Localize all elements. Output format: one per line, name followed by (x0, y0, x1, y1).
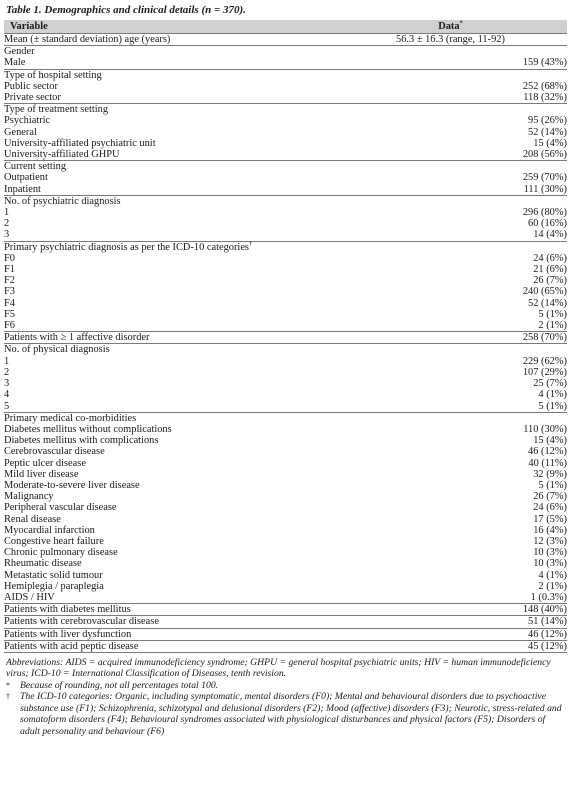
row-label: Cerebrovascular disease (4, 446, 105, 458)
table-subrow (4, 502, 567, 513)
table-subrow (4, 558, 567, 569)
row-label: Metastatic solid tumour (4, 569, 103, 581)
row-label: F6 (4, 320, 15, 332)
row-label: 1 (4, 355, 10, 367)
row-label: F5 (4, 308, 15, 320)
row-value: 10 (3%) (533, 547, 567, 559)
row-value: 45 (12%) (334, 640, 567, 652)
row-value: 52 (14%) (528, 297, 567, 309)
row-value: 2 (1%) (538, 580, 567, 592)
table-subrow (4, 229, 567, 241)
row-label: Patients with diabetes mellitus (4, 604, 334, 616)
row-value: 4 (1%) (538, 389, 567, 401)
row-label: Type of hospital setting (4, 69, 334, 81)
row-value: 21 (6%) (533, 264, 567, 276)
row-label: 5 (4, 400, 10, 412)
table-row (4, 34, 567, 46)
table-row (4, 332, 567, 344)
row-label: Inpatient (4, 183, 41, 195)
row-value (334, 344, 567, 356)
row-label: Current setting (4, 161, 334, 173)
table-row (4, 604, 567, 616)
row-label: Outpatient (4, 172, 48, 184)
row-label: Patients with acid peptic disease (4, 640, 334, 652)
table-row (4, 161, 567, 173)
row-value (334, 46, 567, 58)
table-subrow (4, 570, 567, 581)
row-label: Male (4, 57, 26, 69)
row-label: 4 (4, 389, 10, 401)
row-value: 107 (29%) (522, 366, 567, 378)
row-label: Moderate-to-severe liver disease (4, 479, 140, 491)
table-header-row (4, 20, 567, 34)
row-label: No. of psychiatric diagnosis (4, 195, 334, 207)
row-value: 52 (14%) (528, 126, 567, 138)
row-label: F3 (4, 286, 15, 298)
row-value (334, 104, 567, 116)
row-value: 5 (1%) (538, 479, 567, 491)
footnote-icd10: † The ICD-10 categories: Organic, including symptomatic, mental disorders (F0); Mental and behavioural disorders due to psychoactive substance use (F1); Schizophrenia, schizotypal and delusional disorders (F2); Mood (affective) disorders (F3); Neurotic, stress-related and somatoform disorders (F4); Behavioural syndromes associated with physiological disturbances and physical factors (F5); Disorders of adult personality and behaviour (F6) (6, 691, 562, 737)
row-label: University-affiliated GHPU (4, 149, 120, 161)
row-value: 159 (43%) (522, 57, 567, 69)
table-subrow (4, 218, 567, 229)
table-row (4, 241, 567, 253)
table-subrow (4, 356, 567, 367)
table-subrow (4, 581, 567, 592)
table-subrow (4, 275, 567, 286)
row-label: Myocardial infarction (4, 524, 95, 536)
row-value: 56.3 ± 16.3 (range, 11-92) (334, 34, 567, 46)
row-label: Malignancy (4, 491, 54, 503)
table-subrow (4, 446, 567, 457)
row-label: Rheumatic disease (4, 558, 82, 570)
table-subrow (4, 172, 567, 183)
row-label: 2 (4, 218, 10, 230)
table-row (4, 69, 567, 81)
row-value (334, 161, 567, 173)
row-label: 3 (4, 229, 10, 241)
row-label: 1 (4, 207, 10, 219)
row-value: 5 (1%) (538, 308, 567, 320)
row-value: 118 (32%) (523, 92, 567, 104)
row-value: 60 (16%) (528, 218, 567, 230)
header-variable: Variable (4, 20, 334, 34)
row-value: 15 (4%) (533, 435, 567, 447)
row-value: 24 (6%) (533, 252, 567, 264)
row-label: Mean (± standard deviation) age (years) (4, 34, 334, 46)
table-subrow (4, 207, 567, 218)
table-row (4, 104, 567, 116)
row-value: 208 (56%) (522, 149, 567, 161)
row-value: 40 (11%) (528, 457, 567, 469)
row-label: Psychiatric (4, 115, 51, 127)
table-subrow (4, 264, 567, 275)
row-label: Mild liver disease (4, 468, 79, 480)
row-value: 51 (14%) (334, 616, 567, 628)
table-subrow (4, 127, 567, 138)
row-value: 26 (7%) (533, 491, 567, 503)
row-label: F1 (4, 264, 15, 276)
row-label: Hemiplegia / paraplegia (4, 580, 104, 592)
row-label: Private sector (4, 92, 61, 104)
table-row (4, 344, 567, 356)
row-label: 3 (4, 378, 10, 390)
table-row (4, 640, 567, 652)
row-label: Gender (4, 46, 334, 58)
table-subrow (4, 115, 567, 126)
row-label: Peripheral vascular disease (4, 502, 117, 514)
row-value: 26 (7%) (533, 275, 567, 287)
table-subrow (4, 424, 567, 435)
table-subrow (4, 491, 567, 502)
demographics-table (4, 20, 567, 653)
footnote-mark: † (6, 692, 10, 702)
footnote-mark: † (248, 240, 253, 248)
row-value: 16 (4%) (533, 524, 567, 536)
row-label: Patients with cerebrovascular disease (4, 616, 334, 628)
table-subrow (4, 547, 567, 558)
row-value: 12 (3%) (533, 535, 567, 547)
row-value: 4 (1%) (538, 569, 567, 581)
row-value: 24 (6%) (533, 502, 567, 514)
row-label: F2 (4, 275, 15, 287)
row-label: Patients with ≥ 1 affective disorder (4, 332, 334, 344)
row-value: 14 (4%) (533, 229, 567, 241)
table-subrow (4, 389, 567, 400)
table-subrow (4, 469, 567, 480)
row-label: Public sector (4, 80, 58, 92)
footnote-rounding: * Because of rounding, not all percentages total 100. (6, 679, 219, 691)
table-subrow (4, 309, 567, 320)
row-value: 148 (40%) (334, 604, 567, 616)
abbreviations-note: Abbreviations: AIDS = acquired immunodeficiency syndrome; GHPU = general hospital psychiatric units; HIV = human immunodeficiency virus; ICD-10 = International Classification of Diseases, tenth revision. (6, 656, 551, 680)
row-value: 240 (65%) (522, 286, 567, 298)
table-footnotes (4, 653, 568, 738)
table-subrow (4, 458, 567, 469)
row-value: 46 (12%) (528, 446, 567, 458)
row-value: 229 (62%) (522, 355, 567, 367)
row-value: 15 (4%) (533, 137, 567, 149)
table-subrow (4, 92, 567, 104)
table-subrow (4, 367, 567, 378)
row-label: F0 (4, 252, 15, 264)
row-label: Primary psychiatric diagnosis as per the ICD-10 categories† (4, 241, 334, 253)
row-label: University-affiliated psychiatric unit (4, 137, 156, 149)
row-value (334, 412, 567, 424)
footnote-mark: * (6, 680, 10, 690)
row-value: 32 (9%) (533, 468, 567, 480)
row-value (334, 195, 567, 207)
row-value: 258 (70%) (334, 332, 567, 344)
row-label: General (4, 126, 37, 138)
table-subrow (4, 286, 567, 297)
row-value: 17 (5%) (533, 513, 567, 525)
table-subrow (4, 401, 567, 413)
row-label: Congestive heart failure (4, 535, 104, 547)
row-label: Patients with liver dysfunction (4, 628, 334, 640)
row-value: 259 (70%) (522, 172, 567, 184)
table-title: Table 1. Demographics and clinical details (n = 370). (6, 4, 246, 16)
table-row (4, 628, 567, 640)
table-subrow (4, 536, 567, 547)
row-label: F4 (4, 297, 15, 309)
table-subrow (4, 253, 567, 264)
row-label: Diabetes mellitus with complications (4, 435, 159, 447)
table-subrow (4, 525, 567, 536)
row-label: AIDS / HIV (4, 591, 55, 603)
row-value (334, 241, 567, 253)
table-subrow (4, 298, 567, 309)
table-subrow (4, 514, 567, 525)
row-value: 46 (12%) (334, 628, 567, 640)
row-value: 296 (80%) (522, 207, 567, 219)
table-subrow (4, 149, 567, 161)
row-label: 2 (4, 366, 10, 378)
row-value: 2 (1%) (538, 320, 567, 332)
row-value: 1 (0.3%) (530, 591, 567, 603)
row-value: 5 (1%) (538, 400, 567, 412)
row-label: Renal disease (4, 513, 61, 525)
table-subrow (4, 592, 567, 604)
table-subrow (4, 81, 567, 92)
row-label: Type of treatment setting (4, 104, 334, 116)
row-label: Chronic pulmonary disease (4, 547, 118, 559)
table-subrow (4, 57, 567, 69)
row-value: 25 (7%) (533, 378, 567, 390)
row-value (334, 69, 567, 81)
row-value: 111 (30%) (523, 183, 567, 195)
table-subrow (4, 435, 567, 446)
row-label: Peptic ulcer disease (4, 457, 86, 469)
table-row (4, 195, 567, 207)
table-subrow (4, 184, 567, 196)
row-label: Diabetes mellitus without complications (4, 423, 172, 435)
row-value: 252 (68%) (522, 80, 567, 92)
row-value: 10 (3%) (533, 558, 567, 570)
table-subrow (4, 320, 567, 332)
row-value: 95 (26%) (528, 115, 567, 127)
table-subrow (4, 378, 567, 389)
row-label: Primary medical co-morbidities (4, 412, 334, 424)
table-row (4, 46, 567, 58)
row-value: 110 (30%) (523, 423, 567, 435)
row-label: No. of physical diagnosis (4, 344, 334, 356)
table-row (4, 412, 567, 424)
table-subrow (4, 138, 567, 149)
header-data: Data* (334, 20, 567, 34)
table-row (4, 616, 567, 628)
table-subrow (4, 480, 567, 491)
